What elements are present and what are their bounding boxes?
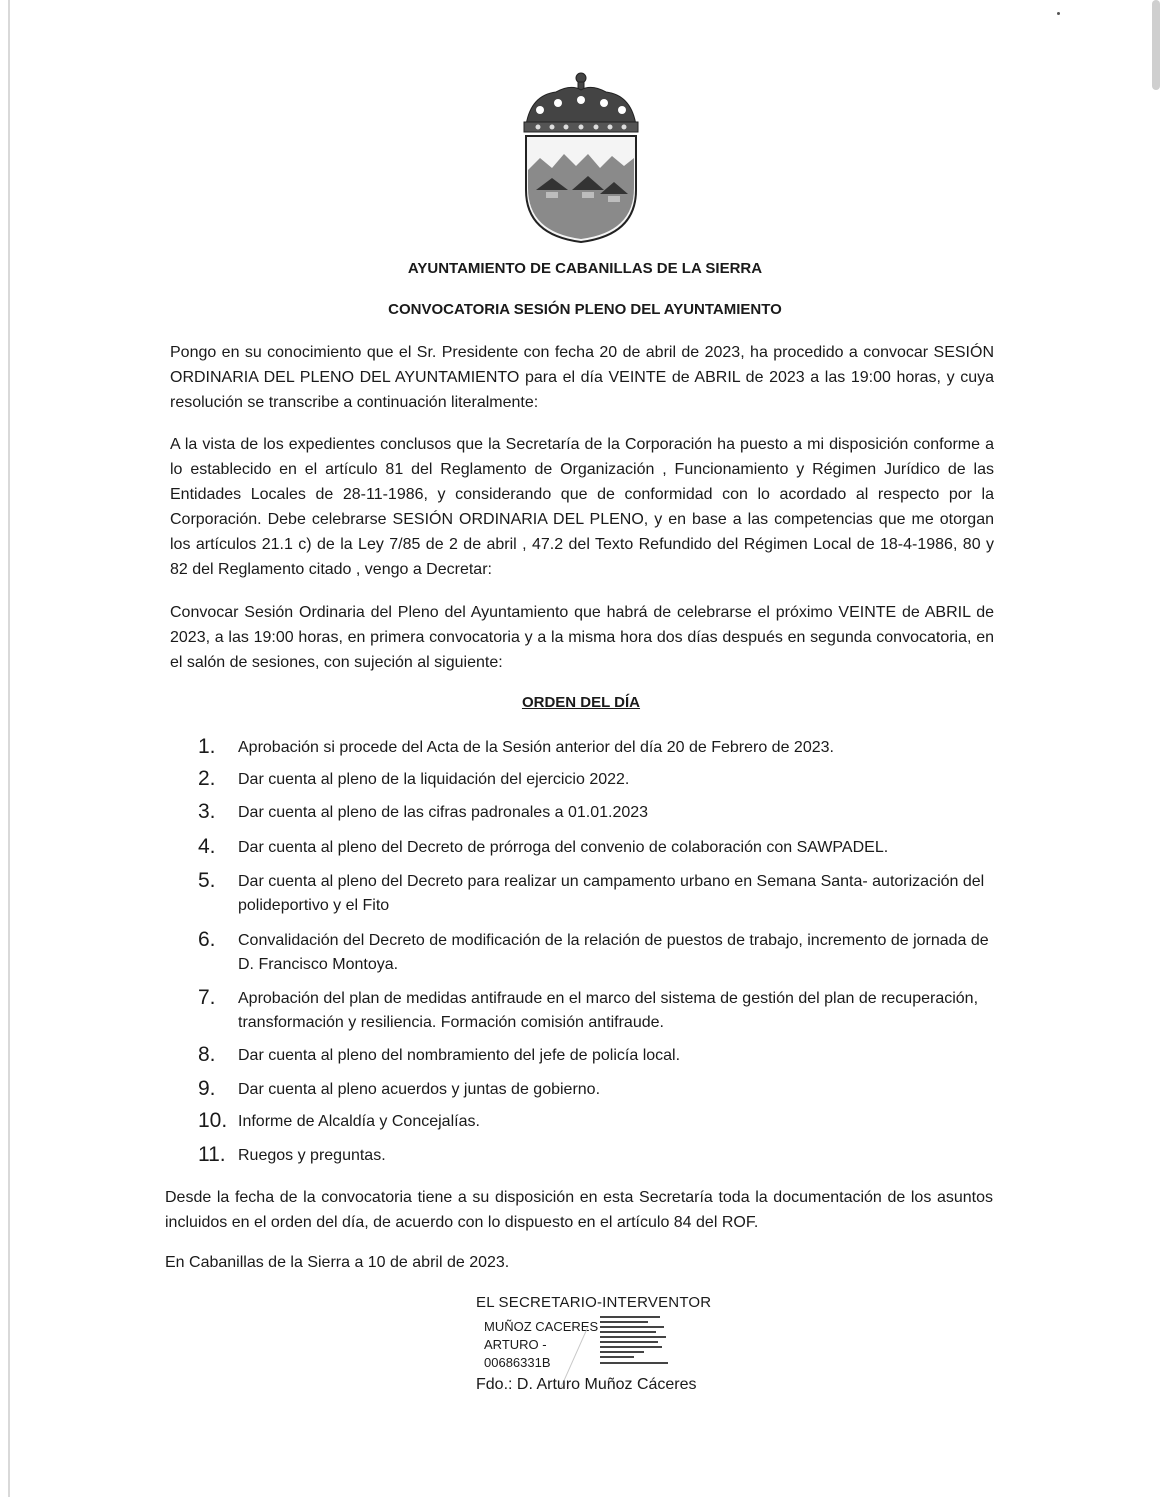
scrollbar[interactable] (1152, 0, 1160, 90)
coat-of-arms-logo (516, 70, 646, 245)
agenda-list (198, 736, 998, 1176)
agenda-item (198, 1078, 998, 1110)
agenda-item (198, 736, 998, 768)
signed-by-line: Fdo.: D. Arturo Muñoz Cáceres (476, 1376, 697, 1393)
agenda-item-text: Dar cuenta al pleno de la liquidación del ejercicio 2022. (238, 771, 630, 788)
signer-role: EL SECRETARIO-INTERVENTOR (476, 1294, 712, 1311)
agenda-item-text: Informe de Alcaldía y Concejalías. (238, 1113, 480, 1130)
documentation-paragraph: Desde la fecha de la convocatoria tiene a su disposición en esta Secretaría toda la documentación de los asuntos incluidos en el orden del día, de acuerdo con lo dispuesto en el artículo 84 del ROF. (165, 1189, 993, 1231)
signer-id-line: 00686331B (484, 1355, 551, 1370)
agenda-item (198, 1110, 998, 1144)
agenda-item (198, 1144, 998, 1176)
signer-name-line: ARTURO - (484, 1337, 547, 1352)
agenda-item (198, 836, 998, 870)
intro-paragraph: Pongo en su conocimiento que el Sr. Presidente con fecha 20 de abril de 2023, ha procedido a convocar SESIÓN ORDINARIA DEL PLENO DEL AYUNTAMIENTO para el día VEINTE de ABRIL de 2023 a las 19:00 horas, y cuya resolución se transcribe a continuación literalmente: (170, 344, 994, 411)
agenda-item-number: 1. (198, 735, 216, 758)
agenda-item (198, 768, 998, 801)
place-date-line: En Cabanillas de la Sierra a 10 de abril de 2023. (165, 1254, 510, 1271)
agenda-item-number: 3. (198, 800, 216, 823)
agenda-item-text: Dar cuenta al pleno de las cifras padronales a 01.01.2023 (238, 804, 649, 821)
agenda-item-text: Ruegos y preguntas. (238, 1147, 386, 1164)
resolution-paragraph: A la vista de los expedientes conclusos que la Secretaría de la Corporación ha puesto a mi disposición conforme a lo establecido en el artículo 81 del Reglamento de Organización , Funcionamiento y Régimen Jurídico de las Entidades Locales de 28-11-1986, y considerando que de conformidad con lo acordado al respecto por la Corporación. Debe celebrarse SESIÓN ORDINARIA DEL PLENO, y en base a las competencias que me otorgan los artículos 21.1 c) de la Ley 7/85 de 2 de abril , 47.2 del Texto Refundido del Régimen Local de 18-4-1986, 80 y 82 del Reglamento citado , vengo a Decretar: (170, 436, 994, 578)
agenda-item-number: 7. (198, 986, 216, 1009)
agenda-item-text: Dar cuenta al pleno del Decreto para realizar un campamento urbano en Semana Santa- autorización del polideportivo y el Fito (238, 873, 985, 914)
agenda-item-number: 5. (198, 869, 216, 892)
agenda-item-number: 9. (198, 1077, 216, 1100)
signature-block (476, 1294, 776, 1393)
document-title: CONVOCATORIA SESIÓN PLENO DEL AYUNTAMIENTO (388, 301, 782, 318)
agenda-item-text: Dar cuenta al pleno del nombramiento del jefe de policía local. (238, 1047, 681, 1064)
agenda-item-number: 2. (198, 767, 216, 790)
agenda-item-text: Dar cuenta al pleno del Decreto de prórroga del convenio de colaboración con SAWPADEL. (238, 839, 889, 856)
agenda-item-number: 11. (198, 1143, 226, 1166)
page-edge (8, 0, 10, 1497)
agenda-item-number: 10. (198, 1109, 228, 1132)
agenda-item-text: Dar cuenta al pleno acuerdos y juntas de gobierno. (238, 1081, 601, 1098)
agenda-item-number: 8. (198, 1043, 216, 1066)
agenda-item (198, 870, 998, 929)
scan-speck (1057, 12, 1060, 15)
agenda-item (198, 987, 998, 1044)
convocation-paragraph: Convocar Sesión Ordinaria del Pleno del Ayuntamiento que habrá de celebrarse el próximo VEINTE de ABRIL de 2023, a las 19:00 horas, en primera convocatoria y a la misma hora dos días después en segunda convocatoria, en el salón de sesiones, con sujeción al siguiente: (170, 604, 994, 671)
agenda-item (198, 801, 998, 836)
agenda-item (198, 1044, 998, 1078)
agenda-item-text: Aprobación si procede del Acta de la Sesión anterior del día 20 de Febrero de 2023. (238, 739, 834, 756)
signer-name-line: MUÑOZ CACERES (484, 1319, 599, 1334)
agenda-item-number: 6. (198, 928, 216, 951)
agenda-item (198, 929, 998, 987)
institution-heading: AYUNTAMIENTO DE CABANILLAS DE LA SIERRA (407, 260, 763, 277)
agenda-item-number: 4. (198, 835, 216, 858)
signer-name (484, 1318, 604, 1372)
agenda-item-text: Convalidación del Decreto de modificación de la relación de puestos de trabajo, incremento de jornada de D. Francisco Montoya. (238, 932, 989, 973)
agenda-heading: ORDEN DEL DÍA (521, 694, 641, 711)
digital-signature-stamp (598, 1314, 708, 1380)
agenda-item-text: Aprobación del plan de medidas antifraude en el marco del sistema de gestión del plan de recuperación, transformación y resiliencia. Formación comisión antifraude. (238, 990, 979, 1031)
